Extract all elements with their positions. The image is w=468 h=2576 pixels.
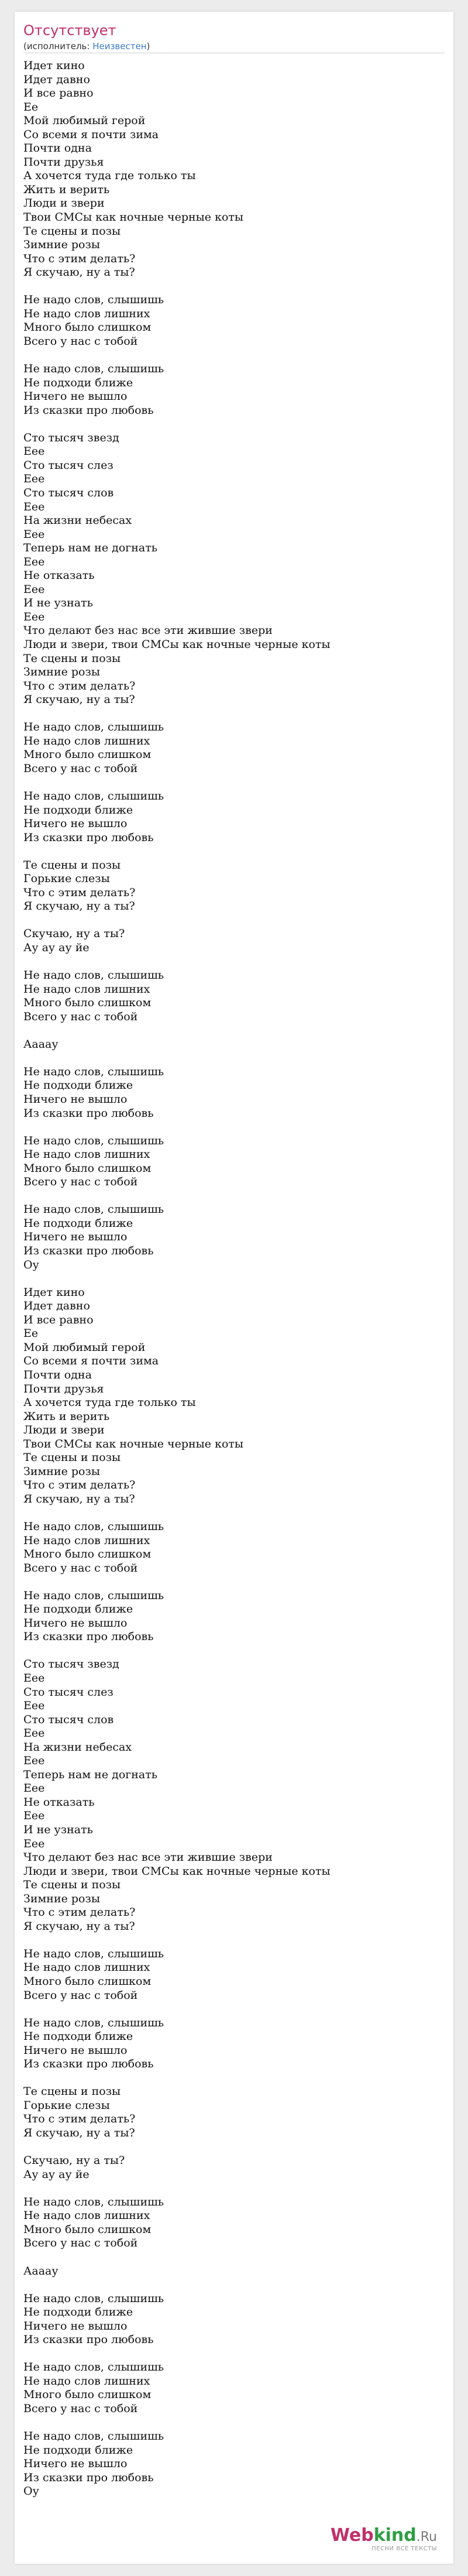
artist-suffix: ) bbox=[146, 41, 150, 52]
lyrics-line: Теперь нам не догнать bbox=[23, 541, 158, 555]
lyrics-line: И все равно bbox=[23, 87, 94, 100]
lyrics-line: Из сказки про любовь bbox=[23, 2057, 154, 2071]
lyrics-blank-line bbox=[23, 2002, 433, 2016]
lyrics-line: Не отказать bbox=[23, 1795, 95, 1809]
lyrics-line: Не надо слов, слышишь bbox=[23, 2292, 164, 2305]
lyrics-line: Я скучаю, ну а ты? bbox=[23, 900, 135, 913]
lyrics-line: Те сцены и позы bbox=[23, 1451, 121, 1464]
lyrics-line: Оу bbox=[23, 2485, 39, 2498]
lyrics-line: Еее bbox=[23, 1671, 45, 1685]
lyrics-line: Не надо слов лишних bbox=[23, 1961, 150, 1974]
lyrics-line: Аааау bbox=[23, 2264, 58, 2277]
lyrics-line: Зимние розы bbox=[23, 666, 100, 679]
lyrics-line: Сто тысяч звезд bbox=[23, 1658, 119, 1671]
artist-prefix: (исполнитель: bbox=[23, 41, 93, 52]
logo-tagline: ПЕСНИ ВСЕ ТЕКСТЫ bbox=[371, 2546, 437, 2552]
lyrics-line: Что с этим делать? bbox=[23, 886, 136, 899]
logo-wordmark bbox=[331, 2526, 437, 2547]
lyrics-line: Люди и звери bbox=[23, 1424, 105, 1437]
lyrics-line: Что с этим делать? bbox=[23, 1906, 136, 1919]
lyrics-line: Те сцены и позы bbox=[23, 224, 121, 238]
lyrics-blank-line bbox=[23, 2347, 433, 2361]
lyrics-line: Ничего не вышло bbox=[23, 2043, 128, 2057]
lyrics-line: Из сказки про любовь bbox=[23, 1244, 154, 1258]
lyrics-line: Из сказки про любовь bbox=[23, 2471, 154, 2484]
lyrics-line: Еее bbox=[23, 610, 45, 623]
lyrics-line: Те сцены и позы bbox=[23, 651, 121, 665]
lyrics-line: Не надо слов, слышишь bbox=[23, 1519, 164, 1533]
lyrics-line: Еее bbox=[23, 1754, 45, 1768]
lyrics-blank-line bbox=[23, 1575, 433, 1589]
lyrics-line: Жить и верить bbox=[23, 183, 110, 196]
lyrics-line: Почти одна bbox=[23, 142, 92, 155]
lyrics-line: Еее bbox=[23, 472, 45, 486]
lyrics-blank-line bbox=[23, 2251, 433, 2265]
lyrics-line: Не надо слов, слышишь bbox=[23, 293, 164, 307]
lyrics-line: Не надо слов лишних bbox=[23, 2209, 150, 2222]
lyrics-blank-line bbox=[23, 348, 433, 362]
lyrics-line: Всего у нас с тобой bbox=[23, 2402, 138, 2415]
lyrics-line: Мой любимый герой bbox=[23, 114, 146, 128]
lyrics-blank-line bbox=[23, 1024, 433, 1038]
lyrics-line: А хочется туда где только ты bbox=[23, 169, 196, 183]
lyrics-line: Ничего не вышло bbox=[23, 1230, 128, 1244]
lyrics-line: Зимние розы bbox=[23, 238, 100, 252]
lyrics-blank-line bbox=[23, 1272, 433, 1286]
lyrics-line: На жизни небесах bbox=[23, 1740, 132, 1754]
lyrics-line: Оу bbox=[23, 1258, 39, 1271]
lyrics-blank-line bbox=[23, 2071, 433, 2086]
lyrics-line: Ничего не вышло bbox=[23, 1616, 128, 1630]
lyrics-line: Не надо слов, слышишь bbox=[23, 1589, 164, 1602]
lyrics-line: Не отказать bbox=[23, 569, 95, 582]
lyrics-line: Не подходи ближе bbox=[23, 803, 133, 817]
lyrics-line: Сто тысяч слез bbox=[23, 1685, 113, 1699]
lyrics-line: Еее bbox=[23, 527, 45, 541]
lyrics-line: Не надо слов, слышишь bbox=[23, 2430, 164, 2443]
lyrics-line: Что с этим делать? bbox=[23, 252, 136, 265]
lyrics-line: Горькие слезы bbox=[23, 2098, 110, 2112]
lyrics-line: Не надо слов, слышишь bbox=[23, 721, 164, 734]
lyrics-line: Люди и звери bbox=[23, 197, 105, 210]
lyrics-blank-line bbox=[23, 1051, 433, 1065]
artist-line bbox=[23, 41, 150, 52]
lyrics-line: Ее bbox=[23, 100, 39, 114]
lyrics-line: Не надо слов, слышишь bbox=[23, 2361, 164, 2374]
lyrics-line: Не надо слов лишних bbox=[23, 307, 150, 320]
lyrics-line: Ничего не вышло bbox=[23, 2457, 128, 2471]
lyrics-line: Не надо слов, слышишь bbox=[23, 789, 164, 802]
lyrics-blank-line bbox=[23, 417, 433, 431]
lyrics-line: Еее bbox=[23, 500, 45, 513]
lyrics-line: Сто тысяч слов bbox=[23, 1713, 114, 1726]
lyrics-line: Еее bbox=[23, 1837, 45, 1850]
lyrics-line: Что делают без нас все эти жившие звери bbox=[23, 624, 273, 637]
lyrics-line: Почти одна bbox=[23, 1368, 92, 1381]
lyrics-line: Из сказки про любовь bbox=[23, 403, 154, 417]
lyrics-line: Почти друзья bbox=[23, 1382, 104, 1395]
lyrics-line: Со всеми я почти зима bbox=[23, 1354, 159, 1368]
lyrics-line: Не надо слов, слышишь bbox=[23, 1065, 164, 1078]
lyrics-line: Что с этим делать? bbox=[23, 679, 136, 692]
lyrics-line: Много было слишком bbox=[23, 996, 152, 1010]
lyrics-line: Не надо слов, слышишь bbox=[23, 2195, 164, 2208]
lyrics-line: Не подходи ближе bbox=[23, 1079, 133, 1092]
lyrics-line: Не надо слов, слышишь bbox=[23, 1947, 164, 1960]
lyrics-line: Не подходи ближе bbox=[23, 2306, 133, 2319]
webkind-logo[interactable] bbox=[331, 2526, 437, 2552]
lyrics-line: И не узнать bbox=[23, 1823, 93, 1836]
lyrics-line: Твои СМСы как ночные черные коты bbox=[23, 211, 244, 224]
lyrics-line: Не надо слов лишних bbox=[23, 982, 150, 996]
lyrics-line: Не надо слов, слышишь bbox=[23, 1203, 164, 1216]
lyrics-line: Много было слишком bbox=[23, 1161, 152, 1175]
lyrics-line: Из сказки про любовь bbox=[23, 831, 154, 844]
lyrics-line: Всего у нас с тобой bbox=[23, 334, 138, 348]
lyrics-line: Много было слишком bbox=[23, 1548, 152, 1561]
lyrics-line: Еее bbox=[23, 445, 45, 458]
lyrics-line: На жизни небесах bbox=[23, 514, 132, 527]
song-title: Отсутствует bbox=[23, 22, 116, 39]
lyrics-line: Много было слишком bbox=[23, 2222, 152, 2236]
lyrics-blank-line bbox=[23, 1189, 433, 1203]
lyrics-line: Много было слишком bbox=[23, 321, 152, 334]
lyrics-blank-line bbox=[23, 955, 433, 969]
lyrics-blank-line bbox=[23, 1120, 433, 1134]
lyrics-line: Те сцены и позы bbox=[23, 1878, 121, 1892]
lyrics-line: Ничего не вышло bbox=[23, 390, 128, 403]
lyrics-line: Всего у нас с тобой bbox=[23, 1010, 138, 1023]
lyrics-blank-line bbox=[23, 776, 433, 790]
lyrics-line: Не подходи ближе bbox=[23, 1603, 133, 1616]
lyrics-line: Я скучаю, ну а ты? bbox=[23, 693, 135, 706]
lyrics-line: Сто тысяч звезд bbox=[23, 431, 119, 444]
lyrics-blank-line bbox=[23, 2278, 433, 2292]
lyrics-line: Не надо слов, слышишь bbox=[23, 1134, 164, 1147]
lyrics-blank-line bbox=[23, 2416, 433, 2430]
lyrics-blank-line bbox=[23, 1506, 433, 1520]
lyrics-line: Что с этим делать? bbox=[23, 1479, 136, 1492]
lyrics-line: Не надо слов лишних bbox=[23, 1534, 150, 1547]
lyrics-line: Со всеми я почти зима bbox=[23, 128, 159, 141]
lyrics-line: Из сказки про любовь bbox=[23, 1630, 154, 1644]
lyrics-line: Ау ау ау йе bbox=[23, 941, 90, 954]
lyrics-line: Много было слишком bbox=[23, 2388, 152, 2402]
lyrics-line: Еее bbox=[23, 1699, 45, 1713]
lyrics-blank-line bbox=[23, 2141, 433, 2155]
lyrics-line: Не подходи ближе bbox=[23, 376, 133, 389]
lyrics-line: Идет давно bbox=[23, 73, 90, 86]
lyrics-line: Не надо слов, слышишь bbox=[23, 362, 164, 376]
lyrics-line: А хочется туда где только ты bbox=[23, 1396, 196, 1409]
lyrics-line: Еее bbox=[23, 582, 45, 596]
lyrics-line: Я скучаю, ну а ты? bbox=[23, 1919, 135, 1933]
lyrics-line: Еее bbox=[23, 1782, 45, 1795]
lyrics-line: Я скучаю, ну а ты? bbox=[23, 2126, 135, 2140]
lyrics-blank-line bbox=[23, 914, 433, 928]
lyrics-blank-line bbox=[23, 1644, 433, 1658]
lyrics-line: Не надо слов лишних bbox=[23, 734, 150, 747]
lyrics-line: Твои СМСы как ночные черные коты bbox=[23, 1437, 244, 1450]
lyrics-line: Я скучаю, ну а ты? bbox=[23, 1492, 135, 1505]
lyrics-blank-line bbox=[23, 2181, 433, 2196]
lyrics-line: Не подходи ближе bbox=[23, 2443, 133, 2457]
lyrics-line: Не надо слов, слышишь bbox=[23, 969, 164, 982]
logo-ru: .Ru bbox=[416, 2530, 437, 2544]
lyrics-line: Люди и звери, твои СМСы как ночные черные коты bbox=[23, 637, 331, 651]
lyrics-line: Аааау bbox=[23, 1037, 58, 1051]
lyrics-line: Сто тысяч слов bbox=[23, 486, 114, 499]
lyrics-line: И все равно bbox=[23, 1313, 94, 1326]
lyrics-line: Что делают без нас все эти жившие звери bbox=[23, 1851, 273, 1864]
lyrics-line: Из сказки про любовь bbox=[23, 1106, 154, 1120]
lyrics-line: Теперь нам не догнать bbox=[23, 1768, 158, 1781]
lyrics-line: Зимние розы bbox=[23, 1892, 100, 1905]
lyrics-line: Что с этим делать? bbox=[23, 2112, 136, 2126]
lyrics-text bbox=[23, 59, 433, 2499]
lyrics-line: Еее bbox=[23, 1809, 45, 1823]
lyrics-line: Всего у нас с тобой bbox=[23, 1175, 138, 1189]
lyrics-line: Всего у нас с тобой bbox=[23, 2237, 138, 2250]
lyrics-line: Скучаю, ну а ты? bbox=[23, 2154, 125, 2167]
lyrics-line: Те сцены и позы bbox=[23, 858, 121, 872]
lyrics-line: Всего у нас с тобой bbox=[23, 762, 138, 775]
lyrics-line: Не надо слов лишних bbox=[23, 2374, 150, 2388]
lyrics-blank-line bbox=[23, 707, 433, 721]
lyrics-line: Жить и верить bbox=[23, 1409, 110, 1423]
lyrics-line: Не подходи ближе bbox=[23, 1216, 133, 1230]
lyrics-line: Те сцены и позы bbox=[23, 2085, 121, 2098]
artist-link[interactable]: Неизвестен bbox=[92, 41, 147, 52]
lyrics-line: Из сказки про любовь bbox=[23, 2333, 154, 2347]
lyrics-line: Скучаю, ну а ты? bbox=[23, 927, 125, 941]
lyrics-line: Еее bbox=[23, 1727, 45, 1740]
lyrics-line: Всего у нас с тобой bbox=[23, 1561, 138, 1575]
lyrics-line: Еее bbox=[23, 555, 45, 568]
lyrics-line: Ничего не вышло bbox=[23, 2319, 128, 2333]
lyrics-line: Идет кино bbox=[23, 59, 85, 72]
logo-web: Web bbox=[330, 2525, 374, 2546]
lyrics-line: Ау ау ау йе bbox=[23, 2167, 90, 2181]
lyrics-line: Идет кино bbox=[23, 1285, 85, 1299]
lyrics-line: Почти друзья bbox=[23, 155, 104, 169]
lyrics-line: Мой любимый герой bbox=[23, 1340, 146, 1354]
lyrics-line: Всего у нас с тобой bbox=[23, 1988, 138, 2002]
lyrics-line: Зимние розы bbox=[23, 1464, 100, 1478]
lyrics-line: Идет давно bbox=[23, 1299, 90, 1313]
lyrics-line: Люди и звери, твои СМСы как ночные черные коты bbox=[23, 1864, 331, 1878]
lyrics-line: Ее bbox=[23, 1327, 39, 1340]
lyrics-line: Много было слишком bbox=[23, 748, 152, 762]
lyrics-blank-line bbox=[23, 1933, 433, 1947]
lyrics-blank-line bbox=[23, 280, 433, 294]
lyrics-card bbox=[15, 12, 453, 2564]
lyrics-line: Не надо слов, слышишь bbox=[23, 2016, 164, 2029]
lyrics-line: Сто тысяч слез bbox=[23, 458, 113, 472]
lyrics-line: Горькие слезы bbox=[23, 872, 110, 886]
lyrics-blank-line bbox=[23, 845, 433, 859]
lyrics-line: Много было слишком bbox=[23, 1975, 152, 1988]
lyrics-line: И не узнать bbox=[23, 596, 93, 610]
lyrics-line: Не надо слов лишних bbox=[23, 1148, 150, 1161]
lyrics-line: Не подходи ближе bbox=[23, 2030, 133, 2043]
lyrics-line: Я скучаю, ну а ты? bbox=[23, 266, 135, 279]
logo-kind: kind bbox=[373, 2525, 417, 2546]
lyrics-line: Ничего не вышло bbox=[23, 817, 128, 831]
lyrics-line: Ничего не вышло bbox=[23, 1093, 128, 1106]
